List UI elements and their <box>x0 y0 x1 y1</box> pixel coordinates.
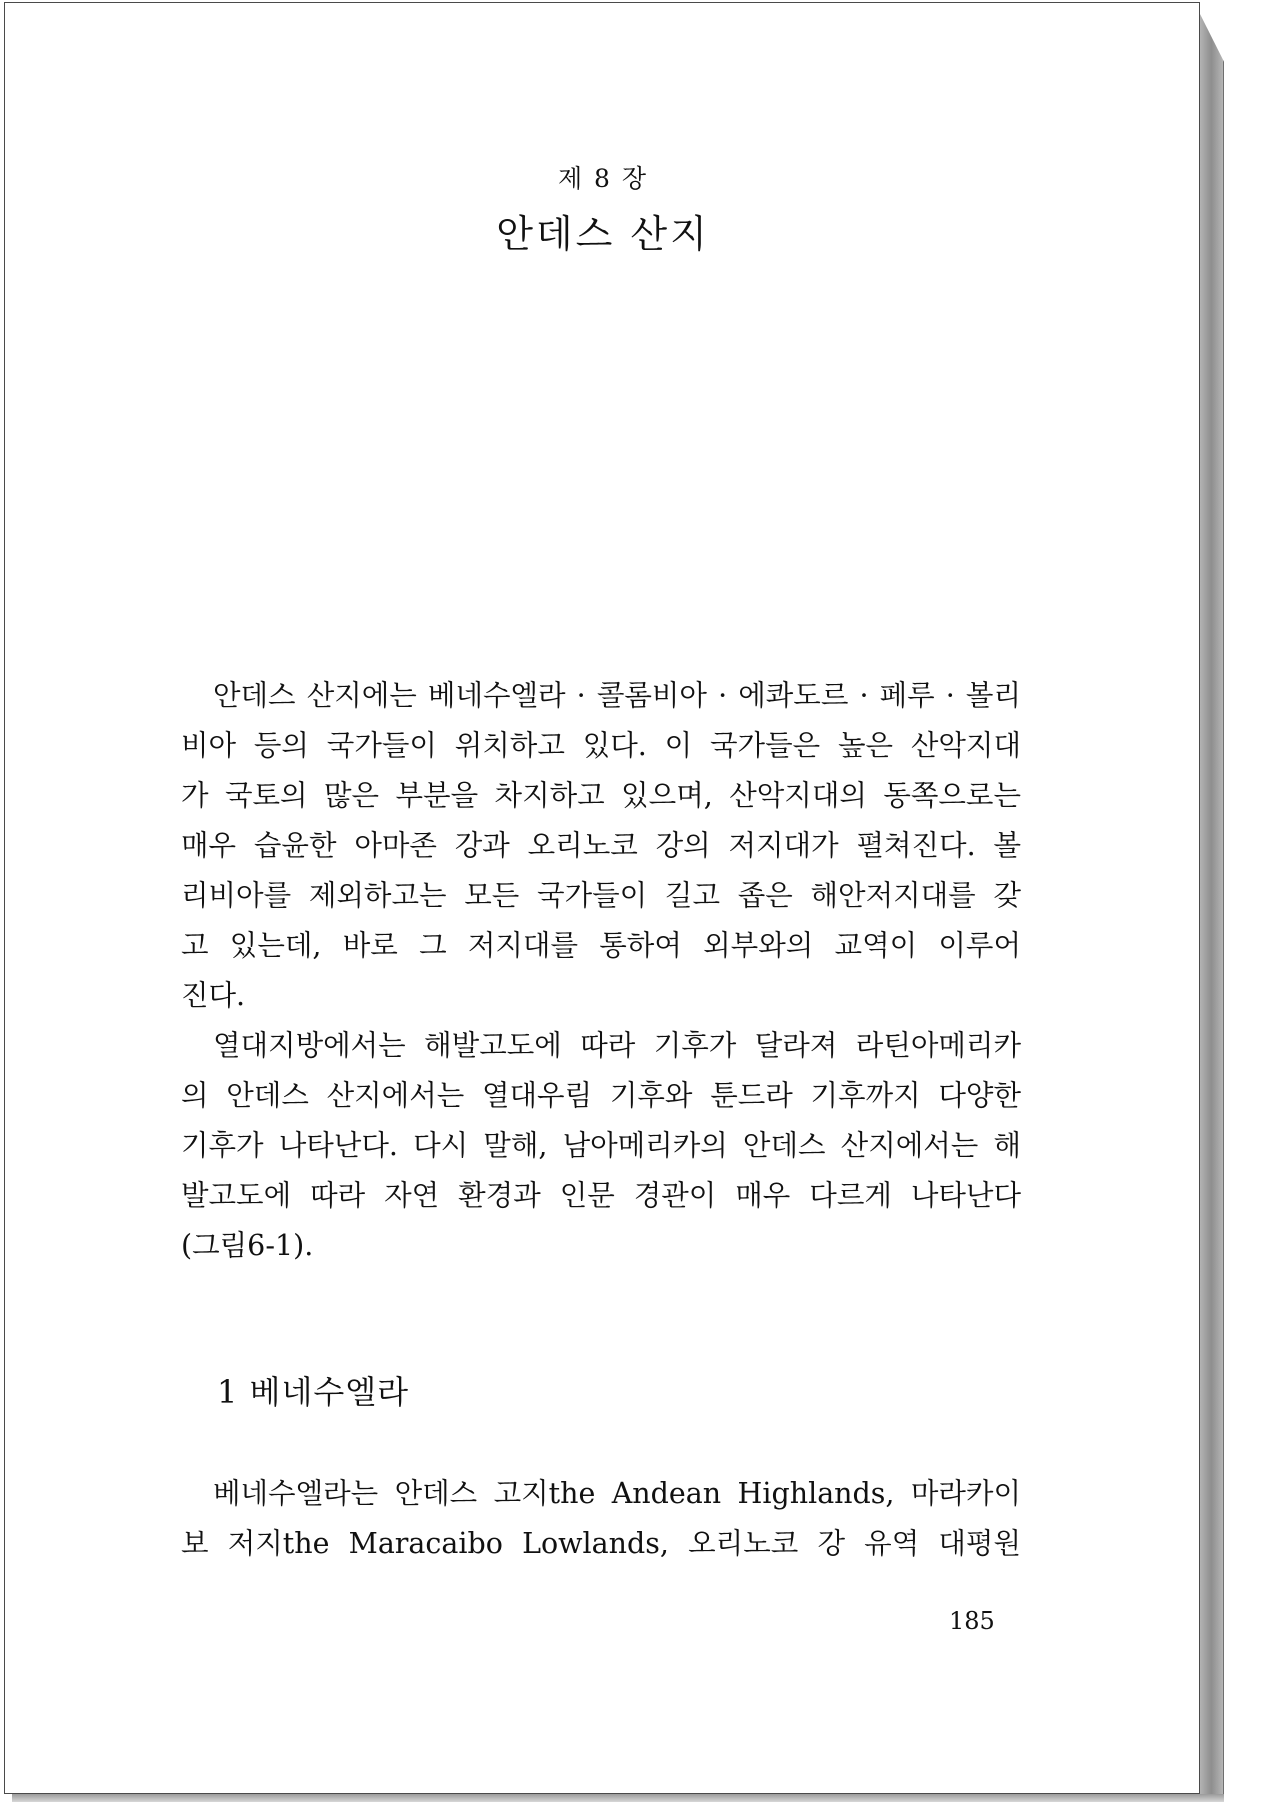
page-number: 185 <box>949 1607 995 1635</box>
book-page <box>4 2 1200 1794</box>
text-line: (그림6-1). <box>181 1229 314 1262</box>
text-line: 베네수엘라는 안데스 고지the Andean Highlands, 마라카이 <box>213 1477 1021 1510</box>
text-line: 진다. <box>181 979 246 1012</box>
text-line: 매우 습윤한 아마존 강과 오리노코 강의 저지대가 펼쳐진다. 볼 <box>181 829 1021 862</box>
text-line: 고 있는데, 바로 그 저지대를 통하여 외부와의 교역이 이루어 <box>181 929 1021 962</box>
text-line: 비아 등의 국가들이 위치하고 있다. 이 국가들은 높은 산악지대 <box>181 729 1021 762</box>
paragraph-climate <box>181 1021 1021 1271</box>
text-line: 리비아를 제외하고는 모든 국가들이 길고 좁은 해안저지대를 갖 <box>181 879 1021 912</box>
text-line: 발고도에 따라 자연 환경과 인문 경관이 매우 다르게 나타난다 <box>181 1179 1021 1212</box>
page-shadow <box>12 1794 1224 1802</box>
page-edge <box>1197 8 1224 1798</box>
paragraph-venezuela <box>181 1469 1021 1569</box>
text-line: 기후가 나타난다. 다시 말해, 남아메리카의 안데스 산지에서는 해 <box>181 1129 1021 1162</box>
text-line: 열대지방에서는 해발고도에 따라 기후가 달라져 라틴아메리카 <box>213 1029 1021 1062</box>
text-line: 의 안데스 산지에서는 열대우림 기후와 툰드라 기후까지 다양한 <box>181 1079 1021 1112</box>
text-line: 보 저지the Maracaibo Lowlands, 오리노코 강 유역 대평원 <box>181 1527 1021 1560</box>
text-line: 가 국토의 많은 부분을 차지하고 있으며, 산악지대의 동쪽으로는 <box>181 779 1021 812</box>
text-line: 안데스 산지에는 베네수엘라 · 콜롬비아 · 에콰도르 · 페루 · 볼리 <box>213 679 1021 712</box>
chapter-title: 안데스 산지 <box>496 212 710 256</box>
section-heading: 1 베네수엘라 <box>217 1373 410 1411</box>
chapter-number: 제 8 장 <box>557 164 649 193</box>
paragraph-intro <box>181 671 1021 1021</box>
